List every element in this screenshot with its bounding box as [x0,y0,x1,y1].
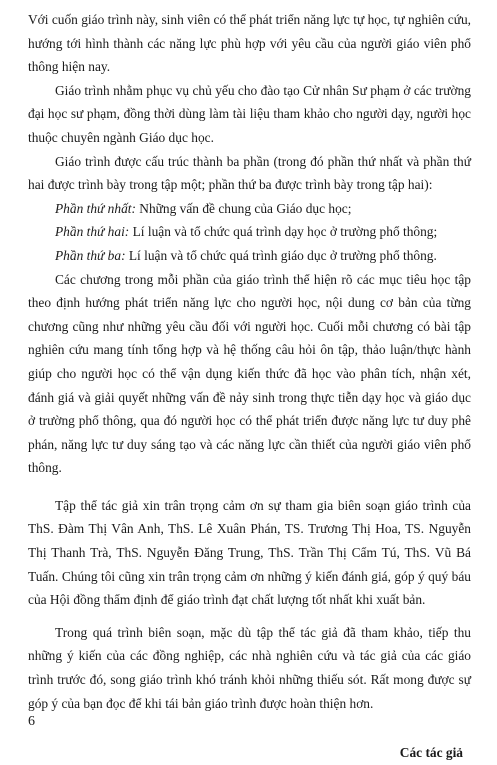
paragraph-intro-continuation: Với cuốn giáo trình này, sinh viên có thể phát triển năng lực tự học, tự nghiên cứu, hướng tới hình thành các năng lực phù hợp với yêu cầu của người giáo viên phổ thông hiện nay. [28,12,471,75]
paragraph-chapters: Các chương trong mỗi phần của giáo trình thể hiện rõ các mục tiêu học tập theo định hướng phát triển năng lực cho người học, nội dung cơ bản của từng chương cũng như những yêu cầu đối với người học. Cuối mỗi chương có bài tập nghiên cứu mang tính tổng hợp và hệ thống câu hỏi ôn tập, thảo luận/thực hành giúp cho người học có thể vận dụng kiến thức đã học vào phân tích, nhận xét, đánh giá và giải quyết những vấn đề nảy sinh trong thực tiễn dạy học và giáo dục ở trường phổ thông, qua đó người học có thể phát triển được năng lực tư duy phê phán, năng lực tư duy sáng tạo và các năng lực cần thiết của người giáo viên phổ thông. [28,271,471,476]
paragraph-closing: Trong quá trình biên soạn, mặc dù tập thể tác giả đã tham khảo, tiếp thu những ý kiến của các đồng nghiệp, các nhà nghiên cứu và tác giả của các giáo trình trước đó, song giáo trình khó tránh khỏi những thiếu sót. Rất mong được sự góp ý của bạn đọc để khi tái bản giáo trình được hoàn thiện hơn. [28,624,471,711]
part-two-text: Lí luận và tổ chức quá trình dạy học ở trường phổ thông; [129,224,438,240]
part-two-label: Phần thứ hai: [55,224,130,240]
part-three-label: Phần thứ ba: [55,247,126,263]
page-number: 6 [28,714,35,729]
part-one-label: Phần thứ nhất: [55,200,136,216]
part-three-text: Lí luận và tổ chức quá trình giáo dục ở trường phổ thông. [125,247,437,263]
part-one-item [28,197,471,221]
part-one-text: Những vấn đề chung của Giáo dục học; [135,200,352,216]
paragraph-structure: Giáo trình được cấu trúc thành ba phần (trong đó phần thứ nhất và phần thứ hai được trình bày trong tập một; phần thứ ba được trình bày trong tập hai): [28,153,471,193]
paragraph-purpose: Giáo trình nhằm phục vụ chủ yếu cho đào tạo Cử nhân Sư phạm ở các trường đại học sư phạm, đồng thời dùng làm tài liệu tham khảo cho người dạy, người học thuộc chuyên ngành Giáo dục học. [28,82,471,145]
part-three-item [28,244,471,268]
paragraph-acknowledgements: Tập thể tác giả xin trân trọng cảm ơn sự tham gia biên soạn giáo trình của ThS. Đàm Thị Vân Anh, ThS. Lê Xuân Phán, TS. Trương Thị Hoa, TS. Nguyễn Thị Thanh Trà, ThS. Nguyễn Đăng Trung, ThS. Trần Thị Cẩm Tú, ThS. Vũ Bá Tuấn. Chúng tôi cũng xin trân trọng cảm ơn những ý kiến đánh giá, góp ý quý báu của Hội đồng thẩm định để giáo trình đạt chất lượng tốt nhất khi xuất bản. [28,497,471,608]
page-body [28,8,471,765]
signature-authors: Các tác giả [399,745,463,761]
part-two-item [28,220,471,244]
